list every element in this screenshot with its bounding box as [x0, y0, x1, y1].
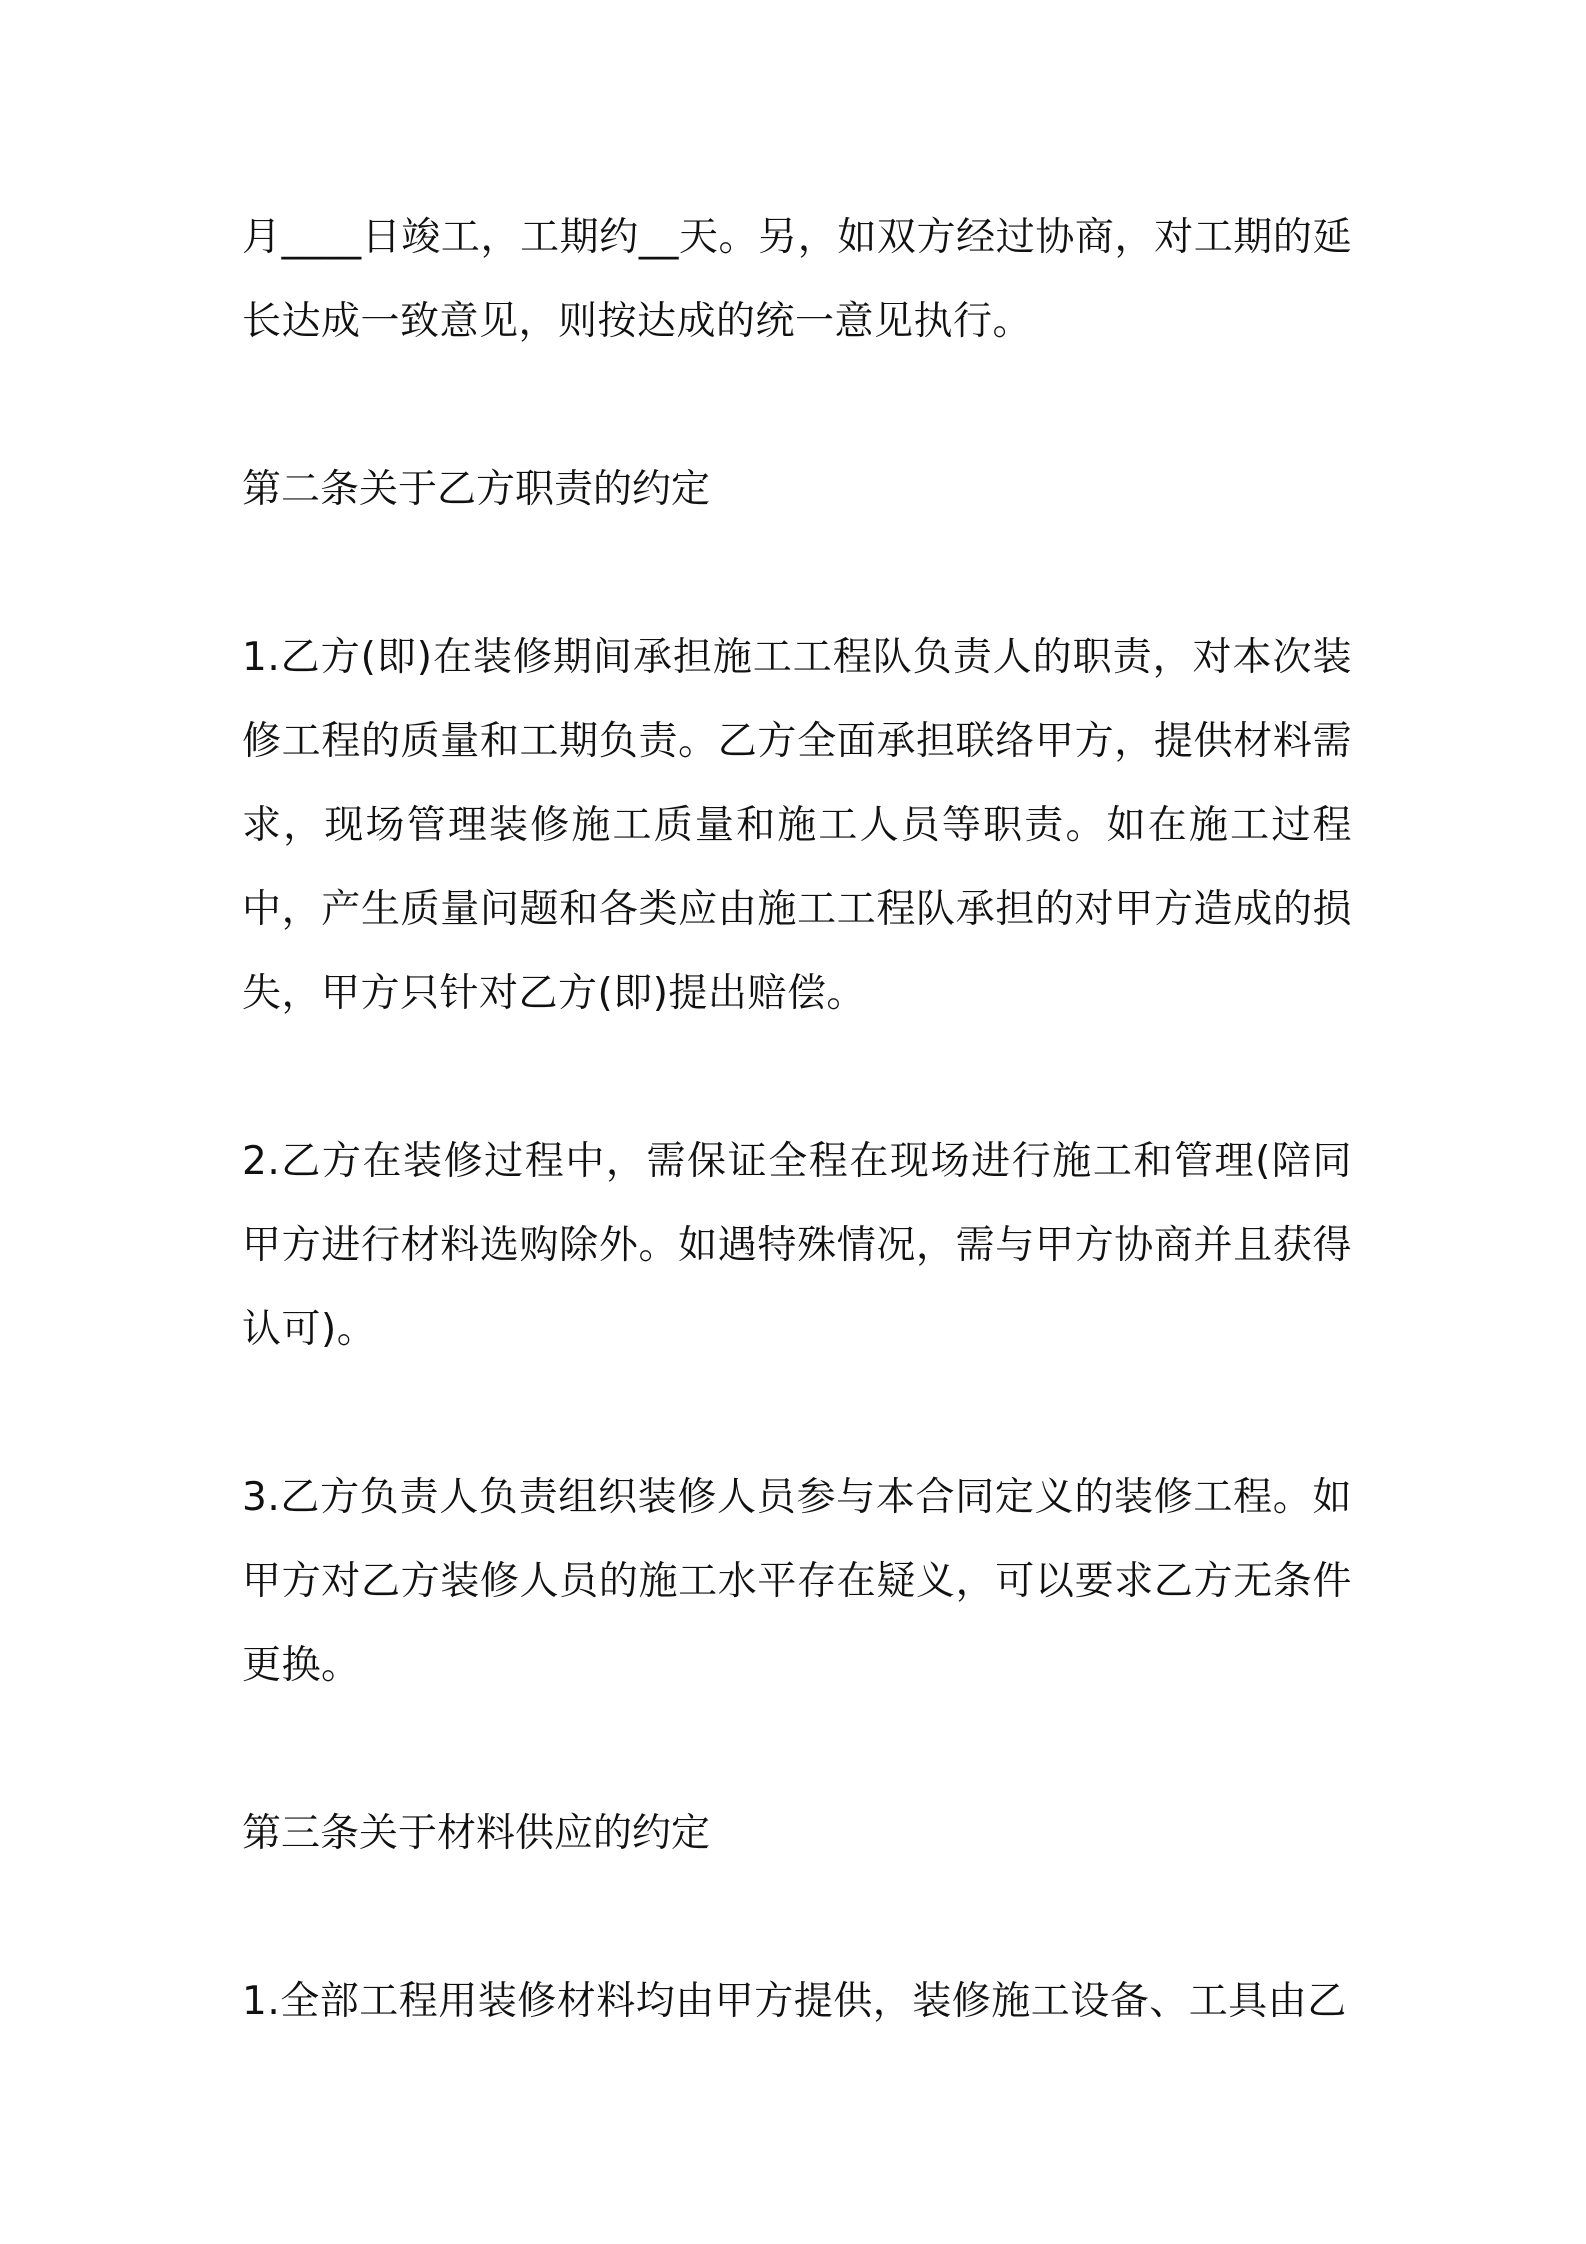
paragraph-clause-3-1: 1.全部工程用装修材料均由甲方提供，装修施工设备、工具由乙	[242, 1979, 1347, 2024]
section-heading-2: 第二条关于乙方职责的约定	[242, 467, 711, 512]
spacer	[242, 1876, 1352, 1960]
paragraph-clause-2-2: 2.乙方在装修过程中，需保证全程在现场进行施工和管理(陪同甲方进行材料选购除外。如遇特殊情况，需与甲方协商并且获得认可)。	[242, 1139, 1352, 1352]
paragraph-duration: 月____日竣工，工期约__天。另，如双方经过协商，对工期的延长达成一致意见，则按达成的统一意见执行。	[242, 215, 1352, 344]
spacer	[242, 1036, 1352, 1120]
spacer	[242, 1708, 1352, 1792]
paragraph-clause-2-3: 3.乙方负责人负责组织装修人员参与本合同定义的装修工程。如甲方对乙方装修人员的施工水平存在疑义，可以要求乙方无条件更换。	[242, 1475, 1352, 1688]
spacer	[242, 532, 1352, 616]
spacer	[242, 364, 1352, 448]
spacer	[242, 1372, 1352, 1456]
document-page	[242, 196, 1352, 2044]
paragraph-clause-2-1: 1.乙方(即)在装修期间承担施工工程队负责人的职责，对本次装修工程的质量和工期负责。乙方全面承担联络甲方，提供材料需求，现场管理装修施工质量和施工人员等职责。如在施工过程中，产生质量问题和各类应由施工工程队承担的对甲方造成的损失，甲方只针对乙方(即)提出赔偿。	[242, 635, 1352, 1016]
section-heading-3: 第三条关于材料供应的约定	[242, 1811, 711, 1856]
